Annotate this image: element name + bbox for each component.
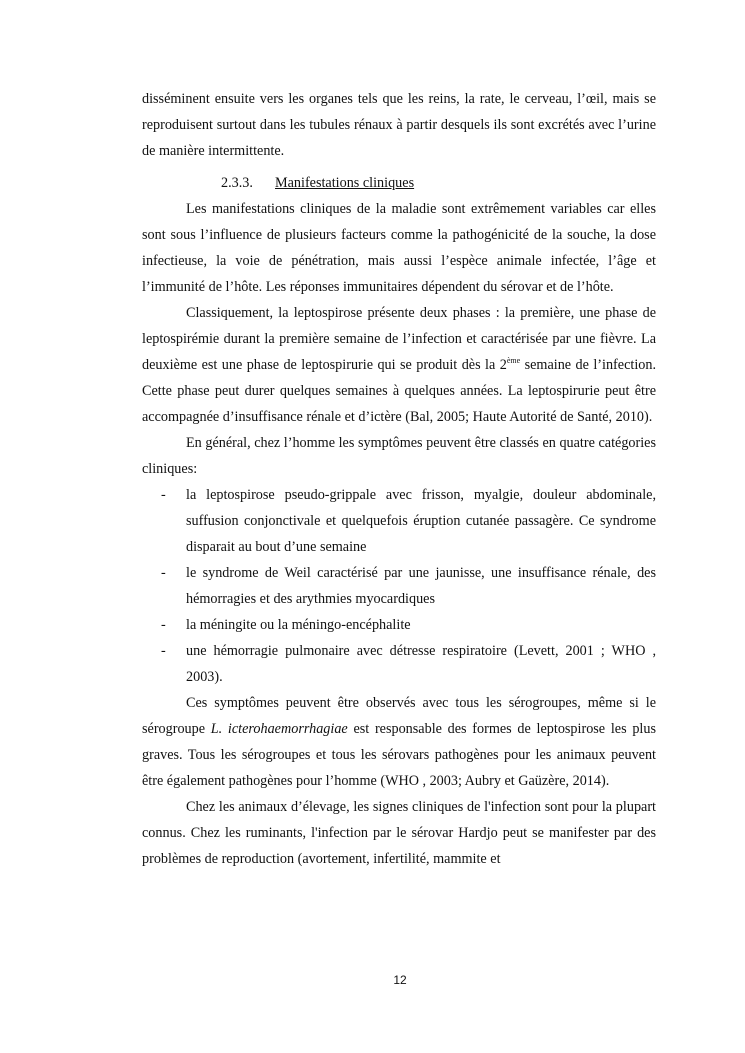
- list-item-text: la méningite ou la méningo-encéphalite: [186, 617, 411, 633]
- list-item-text: le syndrome de Weil caractérisé par une jaunisse, une insuffisance rénale, des hémorragies et des arythmies myocardiques: [186, 565, 656, 607]
- paragraph-two-phases-part1: Classiquement, la leptospirose présente deux phases : la première, une phase de leptospirémie durant la première semaine de l’infection et caractérisée par une fièvre. La deuxième est une phase de leptospirurie qui se produit dès la 2: [142, 305, 656, 373]
- list-item-text: la leptospirose pseudo-grippale avec frisson, myalgie, douleur abdominale, suffusion conjonctivale et quelquefois éruption cutanée passagère. Ce syndrome disparait au bout d’une semaine: [186, 487, 656, 555]
- symptom-category-list: [142, 482, 656, 690]
- paragraph-livestock: Chez les animaux d’élevage, les signes cliniques de l'infection sont pour la plupart connus. Chez les ruminants, l'infection par le sérovar Hardjo peut se manifester par des problèmes de reproduction (avortement, infertilité, mammite et: [142, 799, 656, 867]
- list-dash: -: [161, 643, 166, 659]
- paragraph-intro: disséminent ensuite vers les organes tels que les reins, la rate, le cerveau, l’œil, mais se reproduisent surtout dans les tubules rénaux à partir desquels ils sont excrétés avec l’urine de manière intermittente.: [142, 91, 656, 159]
- list-dash: -: [161, 487, 166, 503]
- paragraph-categories: En général, chez l’homme les symptômes peuvent être classés en quatre catégories cliniques:: [142, 435, 656, 477]
- section-number: 2.3.3.: [221, 175, 253, 191]
- list-item: [142, 612, 656, 638]
- section-title: Manifestations cliniques: [275, 175, 415, 191]
- superscript-eme: ème: [506, 356, 521, 365]
- paragraph-serogroups-part1: Ces symptômes peuvent être observés avec tous les sérogroupes, même si le sérogroupe: [142, 695, 656, 737]
- paragraph-serogroups: [142, 690, 656, 794]
- species-name: L. icterohaemorrhagiae: [210, 721, 348, 737]
- list-dash: -: [161, 617, 166, 633]
- paragraph-serogroups-part2: est responsable des formes de leptospirose les plus graves. Tous les sérogroupes et tous les sérovars pathogènes pour les animaux peuvent être également pathogènes pour l’homme (WHO , 2003; Aubry et Gaüzère, 2014).: [142, 721, 656, 789]
- section-heading: [221, 170, 656, 196]
- paragraph-two-phases-part2: semaine de l’infection. Cette phase peut durer quelques semaines à quelques années. La leptospirurie peut être accompagnée d’insuffisance rénale et d’ictère (Bal, 2005; Haute Autorité de Santé, 2010).: [142, 357, 656, 425]
- list-item: [142, 638, 656, 690]
- paragraph-two-phases: [142, 300, 656, 430]
- list-item: [142, 482, 656, 560]
- list-item-text: une hémorragie pulmonaire avec détresse respiratoire (Levett, 2001 ; WHO , 2003).: [186, 643, 656, 685]
- paragraph-clinical-variability: Les manifestations cliniques de la maladie sont extrêmement variables car elles sont sous l’influence de plusieurs facteurs comme la pathogénicité de la souche, la dose infectieuse, la voie de pénétration, mais aussi l’espèce animale infectée, l’âge et l’immunité de l’hôte. Les réponses immunitaires dépendent du sérovar et de l’hôte.: [142, 201, 656, 295]
- list-item: [142, 560, 656, 612]
- page-number: 12: [393, 973, 407, 987]
- document-body: [142, 86, 656, 872]
- list-dash: -: [161, 565, 166, 581]
